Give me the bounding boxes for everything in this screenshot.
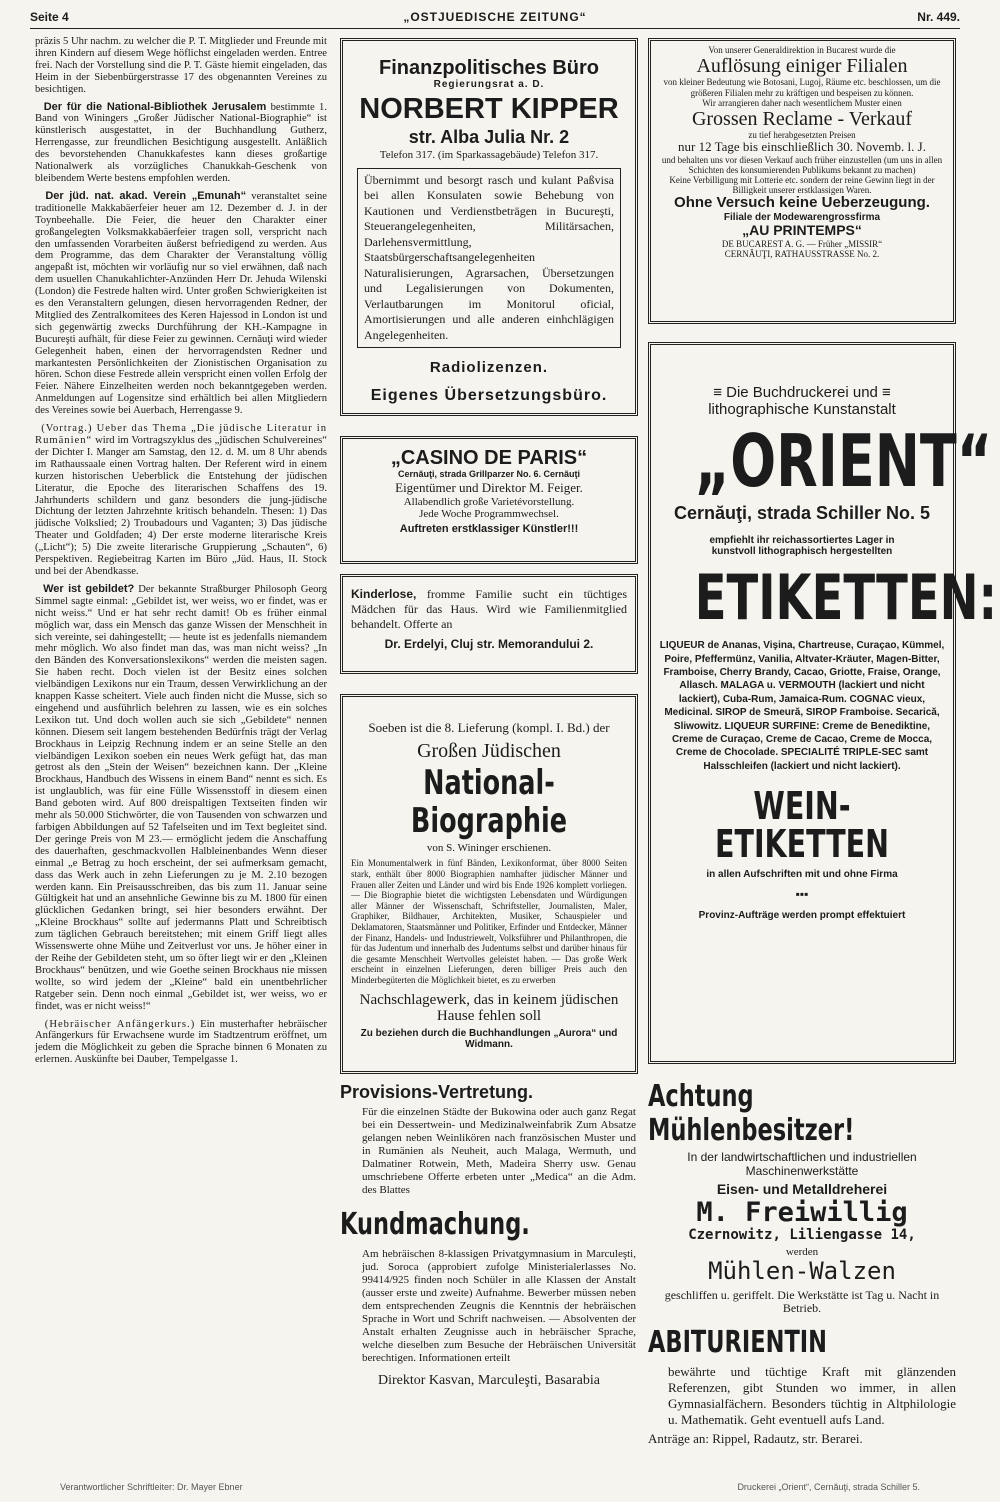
ad-kundmachung (340, 1208, 638, 1438)
ad-body: fromme Familie sucht ein tüchtiges Mädchen für das Haus. Wird wie Familienmitglied behandelt. Offerte an (351, 587, 628, 631)
ad-phone: Telefon 317. (im Sparkassagebäude) Telefon 317. (379, 149, 599, 162)
ad-name: M. Freiwillig (696, 1196, 908, 1228)
article-paragraph (35, 423, 327, 578)
ad-contact: Anträge an: Rippel, Radautz, str. Berarei. (648, 1430, 863, 1446)
ad-orient (648, 342, 998, 1064)
ad-body: Für die einzelnen Städte der Bukowina oder auch ganz Regat bei ein Dessertwein- und Medizinalweinfabrik Zum Absatze gelangen neben Weinlikören nach französischen Muster und in Rumänien als Neuheit, auch Malaga, Wermuth, und Dalmatiner Rotwein, Meth, Madeira Sherry usw. Genau umschriebene Offerte erbeten unter „Medica“ an die Adm. des Blattes (362, 1106, 636, 1197)
article-paragraph (35, 191, 327, 417)
ad-line: werden (785, 1245, 819, 1258)
ad-big: Mühlen-Walzen (708, 1256, 896, 1285)
ad-owner: Eigentümer und Direktor M. Feiger. (395, 480, 583, 496)
ad-radio: Radiolizenzen. (429, 359, 549, 377)
ad-list: LIQUEUR de Ananas, Vişina, Chartreuse, Curaçao, Kümmel, Poire, Pfeffermünz, Vanilia, Altvater-Kräuter, Magen-Bitter, Framboise, Cherry Brandy, Cacao, Griotte, Fraise, Orange, Allasch. MALAGA u. VERMOUTH (lackiert und nicht lackiert), Cuba-Rum, Jamaica-Rum. COGNAC vieux, Medicinal. SIROP de Smeură, SIROP Framboise. Secarică, Sliwowitz. LIQUEUR SURFINE: Creme de Benediktine, Creme de Curaçao, Creme de Cacao, Creme de Mocca, Creme de Chocolade. SPECIALITÉ TRIPLE-SEC samt Halsschleifen (lackiert und nicht lackiert). (659, 640, 945, 772)
ad-line: ≡ Die Buchdruckerei und ≡ (713, 384, 891, 401)
ad-title (340, 1208, 638, 1242)
ad-muehlen (648, 1080, 956, 1324)
ad-wein (659, 784, 945, 867)
ad-biographie (340, 694, 638, 1074)
article-text: wird im Vortragszyklus des „jüdischen Schulvereines“ der Dichter I. Manger am Samstag, den 12. d. M. um 8 Uhr abends im Rathaussaale einen Vortrag halten. Der Referent wird in einem kurzen historischen Ueberblick die Entstehung der jüdischen Literatur, die Epoche des literarischen Schaffens des 19. Jahrhunderts schildern und ganz besonders die jung-jüdische Dichtung der letzten Jahrzehnte kritisch behandeln. Thesen: 1) Das jüdische Volkslied; 2) Troubadours und Vaganten; 3) Das jüdische Theater und Goldfaden; 4) Der erste moderne literarische Kreis („Licht“); 5) Die zweite literarische Gruppierung „Schauten“, 6) Perspektiven. Regiebeitrag Karten im Büro „Jüd. Haus, II. Stock und bei der Abendkasse. (35, 435, 327, 577)
ad-line: zu tief herabgesetzten Preisen (748, 130, 856, 141)
ad-line: Jede Woche Programmwechsel. (419, 508, 559, 521)
ad-line: Filiale der Modewarengrossfirma (723, 211, 881, 223)
ad-body-box (357, 168, 621, 349)
ad-title-big-text: National-Biographie (410, 762, 568, 842)
ad-line: DE BUCAREST A. G. — Früher „MISSIR“ (721, 238, 883, 249)
article-lead: Der für die National-Bibliothek Jerusalem (43, 100, 267, 113)
article-lead: (Hebräischer Anfängerkurs.) (44, 1018, 196, 1030)
ad-line: CERNĂUŢI, RATHAUSSTRASSE No. 2. (724, 248, 880, 259)
ad-tagline: Hause fehlen soll (436, 1008, 542, 1025)
ad-lead: Kinderlose, (351, 587, 417, 601)
ad-line: Allabendlich große Varietévorstellung. (403, 496, 575, 509)
ad-line: lithographische Kunstanstalt (708, 400, 896, 418)
ad-title (648, 1326, 956, 1360)
ad-line: geschliffen u. geriffelt. Die Werkstätte ist Tag u. Nacht in Betrieb. (664, 1287, 940, 1316)
article-lead: Der jüd. nat. akad. Verein „Emunah“ (45, 189, 247, 202)
ad-body: Übernimmt und besorgt rasch und kulant Paßvisa bei allen Konsulaten sowie Behebung von Kautionen und Verdienstbeträgen in Bucureşti, Steuerangelegenheiten, Militärsachen, Darlehensvermittlung, Staatsbürgerschaftsangelegenheiten Naturalisierungen, Agrarsachen, Übersetzungen und Legalisierungen von Dokumenten, Verlautbarungen im Monitorul oficial, Amortisierungen und alle anderen einhchlägigen Angelegenheiten. (364, 172, 614, 342)
ad-title: Provisions-Vertretung. (340, 1082, 534, 1102)
ad-subtitle: Regierungsrat a. D. (433, 79, 545, 91)
ad-title-text: ABITURIENTIN (648, 1325, 828, 1360)
ad-address: str. Alba Julia Nr. 2 (408, 127, 570, 148)
ad-heading: nur 12 Tage bis einschließlich 30. Novemb. l. J. (678, 139, 926, 155)
ad-etiketten (659, 561, 998, 635)
ad-body: Am hebräischen 8-klassigen Privatgymnasium in Marculeşti, jud. Soroca (approbiert zufolge Ministerialerlasses No. 99414/925 finden noch Schüler in alle Klassen der Anstalt (ausser erste und zweite) Aufnahme. Bewerber müssen neben dem entsprechenden Zeugnis die Kenntnis der hebräischen Sprache in Wort und Schrift nachweisen. — Absolventen der Anstalt erhalten Zeugnisse auch in hebräischer Sprache, welche dieselben zum Besuche der Hebräischen Universität berechtigen. Informationen erteilt (362, 1247, 636, 1364)
ad-title: Finanzpolitisches Büro (378, 57, 600, 79)
article-paragraph (35, 584, 327, 1013)
article-paragraph: präzis 5 Uhr nachm. zu welcher die P. T. Mitglieder und Freunde mit ihren Kindern auf diesem Wege höflichst eingeladen werden. Entree frei. Nach der Vorstellung sind die P. T. Gäste hiemit eingeladen, das Heim in der Siebenbürgerstrasse 17 des obgenannten Vereines zu besichtigen. (35, 36, 327, 95)
ad-body: bewährte und tüchtige Kraft mit glänzenden Referenzen, gibt Stunden wo immer, in allen Gymnasialfächern. Besonders tüchtig in Altphilologie u. Mathematik. Geht eventuell aufs Land. (668, 1363, 956, 1427)
ad-contact: Dr. Erdelyi, Cluj str. Memorandului 2. (384, 637, 594, 651)
newspaper-title: „OSTJUEDISCHE ZEITUNG“ (403, 10, 587, 24)
footer-printer: Druckerei „Orient“, Cernăuţi, strada Schiller 5. (737, 1482, 920, 1492)
ad-text (351, 587, 627, 632)
ad-kipper (340, 38, 638, 416)
ad-address: Cernăuţi, strada Grillparzer No. 6. Cernăuţi (397, 469, 581, 480)
ad-name (659, 418, 993, 503)
ad-line: Keine Verbilligung mit Lotterie etc. sondern der reine Gewinn liegt in der Billigkeit unserer erstklassigen Waren. (669, 174, 935, 195)
ornament-icon: ▪▪▪ (795, 887, 809, 902)
ad-author: von S. Wininger erschienen. (426, 842, 552, 855)
ad-line: kunstvoll lithographisch hergestellten (711, 545, 893, 557)
article-text: veranstaltet seine traditionelle Makkabäerfeier heuer am 12. Dezember d. J. in der Toynbeehalle. Die Feier, die heuer den Charakter einer großangelegten Volksmakkabäerfeier tragen soll, verspricht nach den umfassenden Vorarbeiten äußerst befriedigend zu werden. Aus dem Programme, das dem Charakter der Veranstaltung völlig angepaßt ist, möchten wir vorläufig nur so viel erwähnen, daß nach dem usuellen Chanukahlichter-Anzünden Herr Dr. Jehuda Wilenski (London) die Festrede halten wird. Unter großen Schwierigkeiten ist es den Veranstaltern gelungen, diesen hervorragenden Redner, der Mitglied des Zentralkomitees des Keren Hajessod in London ist und sich gegenwärtig zwecks Durchführung der KH.-Kampagne in Bucureşti aufhält, für diese Feier zu gewinnen. Cernăuţi wird wieder Gelegenheit haben, einen der hervorragendsten Redner und markantesten Persönlichkeiten der Zionistischen Organisation zu hören. Schon diese Festrede allein verspricht einen vollen Erfolg der Feier. Nähere Einzelheiten werden noch bekanntgegeben werden. Anmeldungen auf Logensitze sind erhältlich bei allen Mitgliedern des Vereines sowie bei Auerbach, Herrengasse 9. (35, 190, 328, 417)
ad-line: Wir arrangieren daher nach wesentlichem Muster einen (702, 97, 902, 108)
ad-printemps (648, 38, 956, 324)
page-footer (60, 1482, 960, 1496)
ad-sign: Direktor Kasvan, Marculeşti, Basarabia (378, 1372, 600, 1388)
ad-address: Czernowitz, Liliengasse 14, (688, 1226, 916, 1243)
article-lead: Wer ist gebildet? (43, 582, 135, 595)
article-text: Ein musterhafter hebräischer Anfängerkurs für Erwachsene wurde im Stadtzentrum eröffnet, um jedem die Möglichkeit zu geben die Sprache binnen 6 Monaten zu erlernen. Auskünfte bei Dauber, Tempelgasse 1. (35, 1018, 327, 1066)
ad-line: Von unserer Generaldirektion in Bucarest wurde die (708, 45, 896, 55)
ad-heading: Grossen Reclame - Verkauf (691, 107, 913, 130)
ad-tagline: Nachschlagewerk, das in keinem jüdischen (359, 991, 619, 1008)
ads-column-middle (340, 36, 638, 1478)
ad-body: Ein Monumentalwerk in fünf Bänden, Lexikonformat, über 8000 Seiten stark, enthält über 8000 Biographien namhafter jüdischer Männer und Frauen aller Zeiten und Länder und wird bis Ende 1926 komplett vorliegen. — Die Biographie bietet die wichtigsten Lebensdaten und Würdigungen aller Männer der Wissenschaft, Schriftsteller, Journalisten, Maler, Graphiker, Bildhauer, Architekten, Musiker, Schauspieler und Deklamatoren, Staatsmänner und Politiker, Erfinder und Entdecker, Männer der Finanz, Handels- und Industriewelt, Volksführer und Philanthropen, die für das Judentum und innerhalb des Judentums selbst und darüber hinaus für die gesamte Menschheit Wertvolles geleistet haben. — Das große Werk erscheint in einzelnen Lieferungen, deren billiger Preis auch den Minderbegüterten die Möglichkeit bietet, es zu erwerben (351, 858, 627, 985)
ad-abitur (648, 1326, 956, 1468)
ad-title-big (351, 764, 627, 840)
ad-heading: Ohne Versuch keine Ueberzeugung. (674, 194, 930, 212)
ad-line: In der landwirtschaftlichen und industriellen Maschinenwerkstätte (687, 1150, 917, 1178)
ad-provisions (340, 1082, 638, 1200)
ad-wein-text: WEIN-ETIKETTEN (715, 784, 889, 867)
article-text: Der bekannte Straßburger Philosoph Georg Simmel sagte einmal: „Gebildet ist, wer weiss, wo er findet, was er nicht weiss.“ Und er hat sehr recht damit! Ob es früher einmal möglich war, dass ein Mensch das ganze Wissen der Menschheit in sich vereinte, sei dahingestellt; — heute ist es jedenfalls niemandem mehr möglich. Wo also findet man das, was man nicht weiss? „In den Bänden des Konversationslexikons“ werden die meisten sagen. Sie haben recht. Doch vielen ist der Besitz eines solchen vielbändigen Lexikons nur ein Traum, dessen Verwirklichung an der knappen Kasse scheitert. Viele auch finden nicht die Musse, sich so eingehend und ausführlich belehren zu lassen, wie es ein solches Lexikon tut. Und doch wollen auch sie sich „Gebildete“ nennen können. Diesem seit langem bestehenden Bedürfnis trägt der Verlag Brockhaus in Leipzig Rechnung indem er an seine Stelle an den vielbändigen Lexikon soeben ein neues Werk gefügt hat, das man getrost als den „Stein der Weisen“ bezeichnen kann. Der „Kleine Brockhaus, Handbuch des Wissens in einem Band“ nennt es sich. Es ist unglaublich, was für eine Fülle Wissensstoff in diesem einen Band geboten wird. Auf 800 dreispaltigen Textseiten finden wir mehr als 50.000 Stichwörter, die von Tausenden von schwarzen und farbigen Abbildungen auf 52 Tafelseiten und im Text begleitet sind. Der geringe Preis von M 23.— ermöglicht jedem die Anschaffung des dauerhaften, geschmackvollen Halbleinenbandes Wenn dieser einmal „e Betrag zu hoch erscheint, der sei aufmerksam gemacht, dass das Werk auch in zehn Lieferungen zu je M. 2.10 bezogen werden kann. Ein Preisausschreiben, das bis zum 11. Januar seine Gültigkeit hat und an ansehnliche Gewinne bis zu M. 1800 für einen glücklichen Gedanken bringt, sei hier besonders erwähnt. Der „Kleine Brockhaus“ sollte auf jedermanns Platt und Schreibtisch zum täglichen Gebrauch bereitstehen; mit einem Griff liegt alles Wissenswerte ohne Mühe und Zeitverlust vor uns. Je höher einer in der Reihe der Gebildeten steht, um so öfter liegt wir er den „Kleinen Brockhaus“ benützen, und wie Goethe seinen Brockhaus nie missen wollte, so wird jedem der „Kleine“ bald ein unentbehrlicher Ratgeber sein. Denn noch einmal „Gebildet ist, wer weiss, wo er findet, was er nicht weiss!“ (35, 583, 327, 1012)
ad-line: in allen Aufschriften mit und ohne Firma (706, 869, 898, 881)
footer-editor: Verantwortlicher Schriftleiter: Dr. Mayer Ebner (60, 1482, 243, 1492)
ad-line: Eisen- und Metalldreherei (716, 1181, 888, 1198)
ad-line: Auftreten erstklassiger Künstler!!! (399, 522, 579, 535)
article-paragraph (35, 102, 327, 185)
ad-heading: Auflösung einiger Filialen (696, 55, 908, 78)
ad-name: NORBERT KIPPER (359, 92, 619, 125)
ad-buy: Zu beziehen durch die Buchhandlungen „Aurora“ und Widmann. (360, 1028, 618, 1051)
article-lead: (Vortrag.) Ueber das Thema „Die jüdische Literatur in Rumänien“ (35, 423, 327, 446)
text-column (35, 36, 327, 1478)
ad-title: „CASINO DE PARIS“ (390, 447, 588, 469)
ad-title-text: Achtung Mühlenbesitzer! (648, 1079, 855, 1148)
ad-title: Großen Jüdischen (417, 739, 561, 762)
ads-column-right (648, 36, 998, 1478)
ad-kinderlose (340, 574, 638, 674)
article-text: bestimmte 1. Band von Winingers „Großer Jüdischer National-Biographie“ ist künstlerisch ausgestattet, in der Buchhandlung Gutherz, Herrengasse, zur freundlichen Besichtigung ausgestellt. Anläßlich des bevorstehenden Chanukkafestes kann dieses großartige Nationalwerk als vorzügliches Chanukkah-Geschenk von bleibendem Werte bestens empfohlen werden. (35, 101, 327, 184)
ad-address: Cernăuţi, strada Schiller No. 5 (673, 502, 931, 523)
ad-line: empfiehlt ihr reichassortiertes Lager in (709, 534, 895, 546)
article-paragraph (35, 1019, 327, 1067)
ad-line: Provinz-Aufträge werden prompt effektuiert (698, 909, 906, 921)
ad-casino (340, 436, 638, 564)
ad-name-text: „ORIENT“ (694, 418, 993, 503)
issue-number: Nr. 449. (917, 10, 960, 24)
ad-office: Eigenes Übersetzungsbüro. (370, 386, 608, 404)
ad-title-text: Kundmachung. (340, 1207, 530, 1242)
ad-heading: „AU PRINTEMPS“ (742, 222, 862, 239)
ad-line: von kleiner Bedeutung wie Botosani, Lugoj, Räume etc. beschlossen, um die größeren Filialen mehr zu kräftigen und bespeisen zu können. (663, 77, 941, 98)
ad-top: Soeben ist die 8. Lieferung (kompl. I. Bd.) der (368, 720, 610, 735)
page-header (30, 6, 960, 29)
ad-etiketten-text: ETIKETTEN: (694, 561, 998, 635)
page-number: Seite 4 (30, 10, 69, 24)
ad-line: und behalten uns vor diesen Verkauf auch früher einzustellen (um uns in allen Schichten des konsumierenden Publikums bekannt zu machen) (661, 154, 943, 175)
ad-title (648, 1080, 956, 1147)
